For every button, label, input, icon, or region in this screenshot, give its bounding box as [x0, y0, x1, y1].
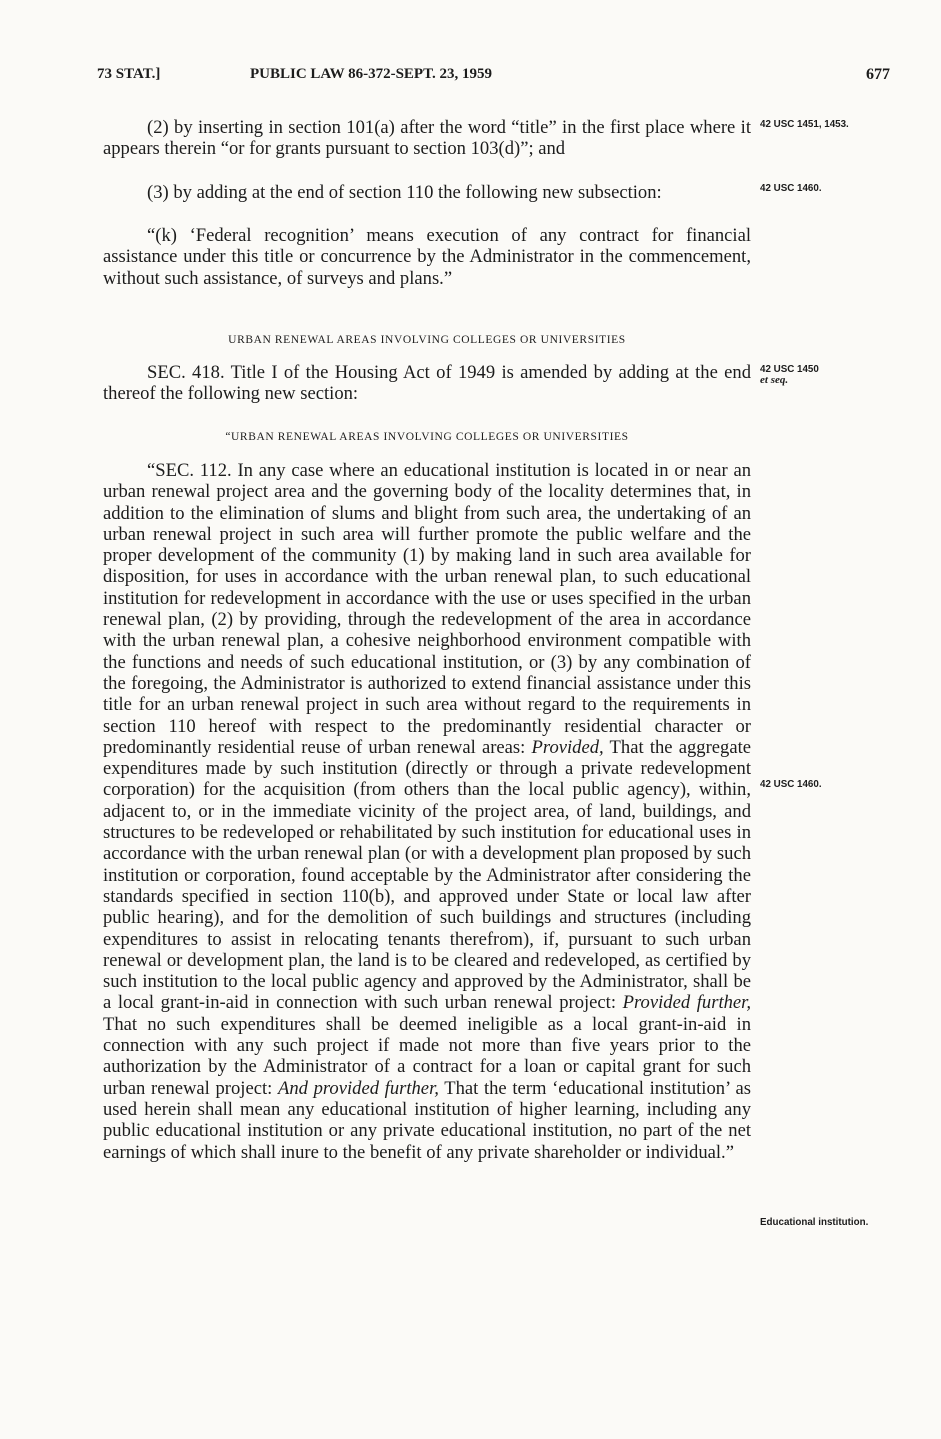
paragraph-3-text: (3) by adding at the end of section 110 the following new subsection: — [147, 182, 662, 203]
margin-note-usc-1460-a: 42 USC 1460. — [760, 183, 822, 194]
section-112-text-d: That the term ‘educational institution’ as used herein shall mean any educational institution of higher learning, including any public educational institution or any private educational institution, no part of the net earnings of which shall inure to the benefit of any private shareholder or individual.” — [103, 1077, 752, 1163]
provided-clause-1: Provided, — [531, 736, 604, 758]
section-112 — [103, 460, 751, 1163]
section-418 — [103, 362, 751, 405]
paragraph-2-text: (2) by inserting in section 101(a) after the word “title” in the first place where it appears therein “or for grants pursuant to section 103(d)”; and — [103, 117, 751, 160]
paragraph-k — [103, 225, 751, 289]
section-418-heading: URBAN RENEWAL AREAS INVOLVING COLLEGES OR UNIVERSITIES — [228, 334, 626, 346]
section-418-text: Title I of the Housing Act of 1949 is amended by adding at the end thereof the following new section: — [103, 362, 752, 405]
section-112-text-c: That no such expenditures shall be deemed ineligible as a local grant-in-aid in connection with any such project if made not more than five years prior to the authorization by the Administrator of a contract for a loan or capital grant for such urban renewal project: — [103, 1013, 751, 1099]
margin-note-usc-1460-b: 42 USC 1460. — [760, 779, 822, 790]
section-112-heading: “URBAN RENEWAL AREAS INVOLVING COLLEGES OR UNIVERSITIES — [225, 431, 629, 443]
header-public-law-title: PUBLIC LAW 86-372-SEPT. 23, 1959 — [250, 66, 492, 82]
margin-note-educational-institution: Educational institution. — [760, 1217, 869, 1228]
section-112-text-a: In any case where an educational institution is located in or near an urban renewal project area and the governing body of the locality determines that, in addition to the elimination of slums and blight from such area, the undertaking of an urban renewal project in such area will further promote the public welfare and the proper development of the community (1) by making land in such area available for disposition, for uses in accordance with the urban renewal plan, to such educational institution for redevelopment in accordance with the use or uses specified in the urban renewal plan, (2) by providing, through the redevelopment of the area in accordance with the urban renewal plan, a cohesive neighborhood environment compatible with the functions and needs of such educational institution, or (3) by any combination of the foregoing, the Administrator is authorized to extend financial assistance under this title for an urban renewal project in such area without regard to the requirements in section 110 hereof with respect to the predominantly residential character or predominantly residential reuse of urban renewal areas: — [103, 460, 752, 758]
paragraph-k-text: “(k) ‘Federal recognition’ means execution of any contract for financial assistance under this title or concurrence by the Administrator in the commencement, without such assistance, of surveys and plans.” — [103, 225, 751, 289]
margin-note-usc-1450 — [760, 364, 910, 386]
section-112-label: “SEC. 112. — [147, 460, 232, 481]
provided-clause-2: Provided further, — [622, 992, 751, 1014]
provided-clause-3: And provided further, — [277, 1077, 439, 1099]
margin-note-et-seq: et seq. — [760, 374, 789, 386]
margin-note-usc-1451: 42 USC 1451, 1453. — [760, 119, 849, 130]
paragraph-3 — [103, 182, 751, 203]
page-number: 677 — [866, 66, 890, 83]
header-stat-reference: 73 STAT.] — [97, 66, 161, 82]
section-112-text-b: That the aggregate expenditures made by such institution (directly or through a private redevelopment corporation) for the acquisition (from others than the local public agency), within, adjacent to, or in the immediate vicinity of the project area, of land, buildings, and structures to be redeveloped or rehabilitated by such institution for educational uses in accordance with the urban renewal plan (or with a development plan proposed by such institution or corporation, found acceptable by the Administrator after considering the standards specified in section 110(b), and approved under State or local law after public hearing), and for the demolition of such buildings and structures (including expenditures to assist in relocating tenants therefrom), if, pursuant to such urban renewal or development plan, the land is to be cleared and redeveloped, as certified by such institution to the local public agency and approved by the Administrator, shall be a local grant-in-aid in connection with such urban renewal project: — [103, 736, 751, 1014]
paragraph-2 — [103, 117, 751, 160]
section-418-label: SEC. 418. — [147, 362, 225, 383]
margin-note-usc-1450-text: 42 USC 1450 — [760, 364, 819, 375]
